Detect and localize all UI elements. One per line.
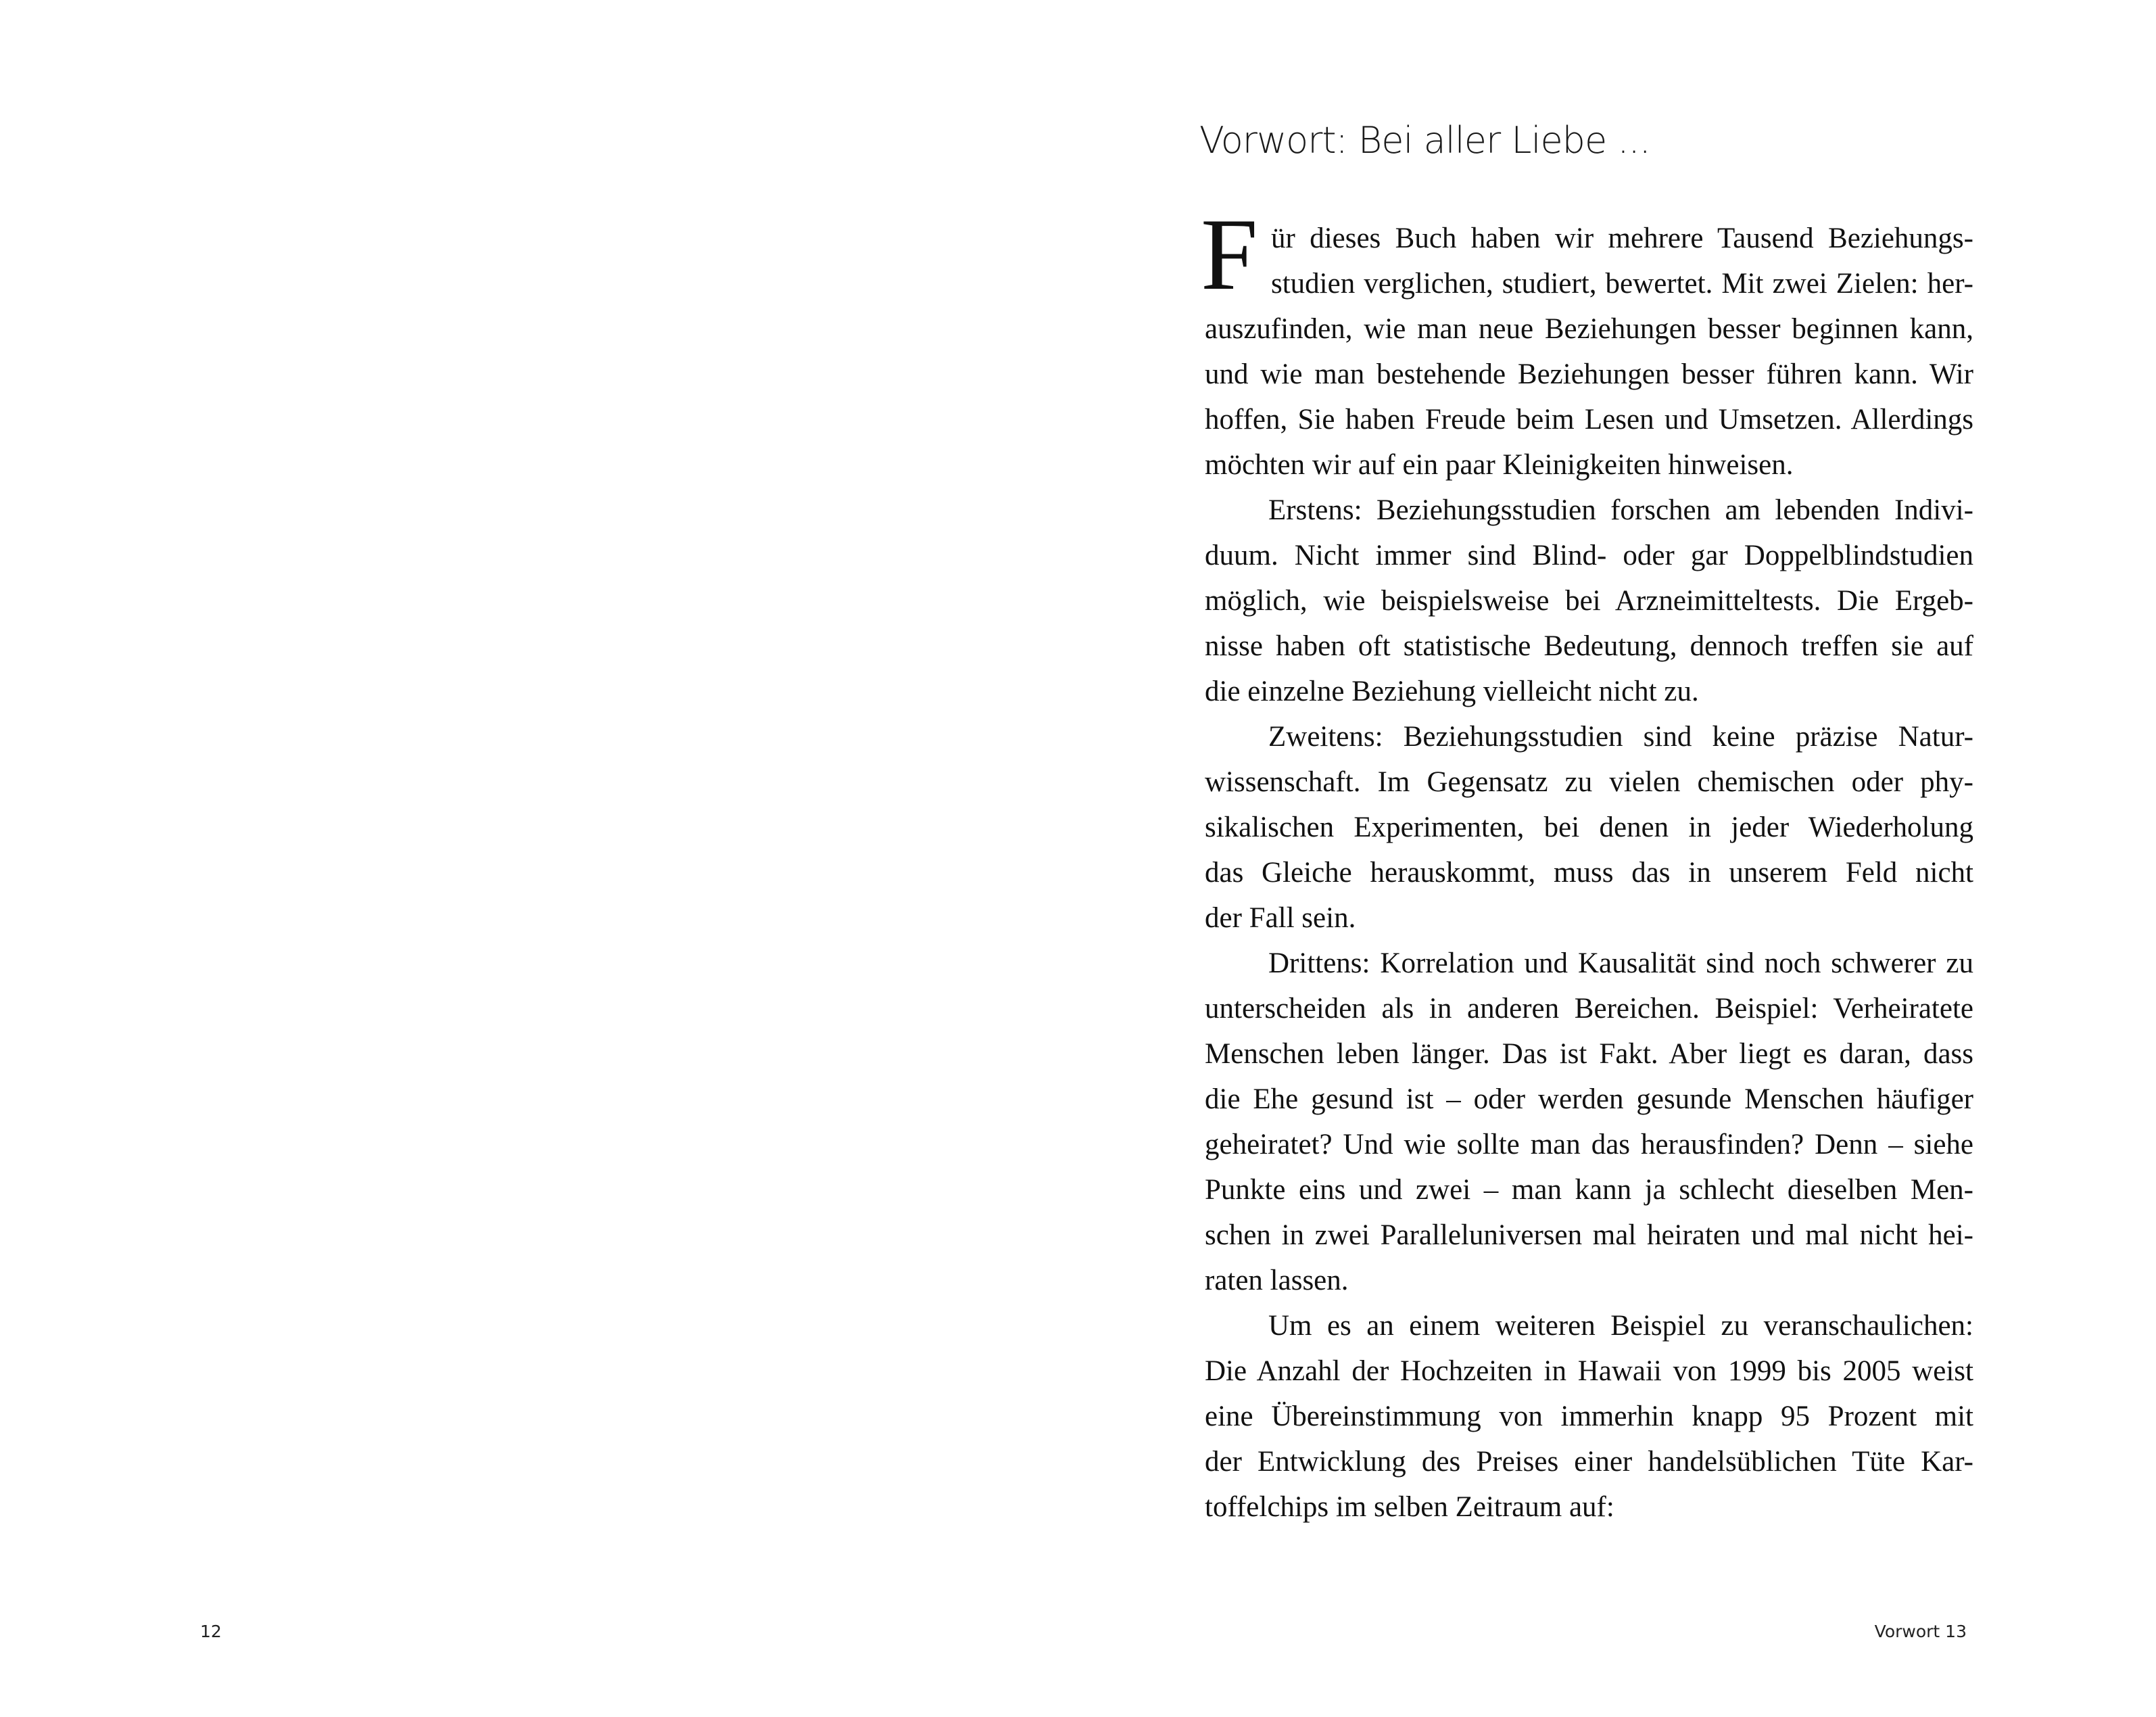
text-line: toffelchips im selben Zeitraum auf: bbox=[1205, 1491, 1614, 1523]
body-text bbox=[1205, 216, 1973, 1530]
text-line: und wie man bestehende Beziehungen besser führen kann. Wir bbox=[1205, 358, 1973, 390]
drop-cap: F bbox=[1201, 197, 1258, 311]
text-line: wissenschaft. Im Gegensatz zu vielen chemischen oder phy- bbox=[1205, 766, 1973, 798]
text-line: auszufinden, wie man neue Beziehungen besser beginnen kann, bbox=[1205, 313, 1973, 345]
text-line: Zweitens: Beziehungsstudien sind keine präzise Natur- bbox=[1268, 721, 1973, 753]
text-line: Drittens: Korrelation und Kausalität sind noch schwerer zu bbox=[1268, 947, 1973, 979]
text-line: eine Übereinstimmung von immerhin knapp 95 Prozent mit bbox=[1205, 1401, 1973, 1432]
text-line: Erstens: Beziehungsstudien forschen am lebenden Indivi- bbox=[1268, 494, 1973, 526]
page-number-left: 12 bbox=[200, 1622, 222, 1641]
text-line: studien verglichen, studiert, bewertet. Mit zwei Zielen: her- bbox=[1271, 268, 1973, 300]
text-line: der Entwicklung des Preises einer handelsüblichen Tüte Kar- bbox=[1205, 1446, 1973, 1478]
text-line: die einzelne Beziehung vielleicht nicht zu. bbox=[1205, 676, 1699, 707]
chapter-title: Vorwort: Bei aller Liebe ... bbox=[1199, 119, 1650, 162]
text-line: raten lassen. bbox=[1205, 1265, 1349, 1296]
text-line: möglich, wie beispielsweise bei Arzneimitteltests. Die Ergeb- bbox=[1205, 585, 1973, 617]
page-number-right: Vorwort 13 bbox=[1874, 1622, 1967, 1641]
text-line: Punkte eins und zwei – man kann ja schlecht dieselben Men- bbox=[1205, 1174, 1973, 1206]
text-line: möchten wir auf ein paar Kleinigkeiten hinweisen. bbox=[1205, 449, 1794, 481]
text-line: sikalischen Experimenten, bei denen in jeder Wiederholung bbox=[1205, 812, 1973, 843]
text-line: Die Anzahl der Hochzeiten in Hawaii von 1999 bis 2005 weist bbox=[1205, 1355, 1973, 1387]
text-line: der Fall sein. bbox=[1205, 902, 1356, 934]
text-line: geheiratet? Und wie sollte man das herausfinden? Denn – siehe bbox=[1205, 1129, 1973, 1160]
text-line: unterscheiden als in anderen Bereichen. Beispiel: Verheiratete bbox=[1205, 993, 1973, 1025]
text-line: Menschen leben länger. Das ist Fakt. Aber liegt es daran, dass bbox=[1205, 1038, 1973, 1070]
text-line: hoffen, Sie haben Freude beim Lesen und Umsetzen. Allerdings bbox=[1205, 404, 1973, 436]
text-line: duum. Nicht immer sind Blind- oder gar Doppelblindstudien bbox=[1205, 540, 1973, 571]
text-line: die Ehe gesund ist – oder werden gesunde Menschen häufiger bbox=[1205, 1083, 1973, 1115]
text-line: schen in zwei Paralleluniversen mal heiraten und mal nicht hei- bbox=[1205, 1219, 1973, 1251]
text-line: nisse haben oft statistische Bedeutung, dennoch treffen sie auf bbox=[1205, 630, 1973, 662]
text-line: ür dieses Buch haben wir mehrere Tausend Beziehungs- bbox=[1271, 222, 1973, 254]
text-line: das Gleiche herauskommt, muss das in unserem Feld nicht bbox=[1205, 857, 1973, 889]
text-line: Um es an einem weiteren Beispiel zu veranschaulichen: bbox=[1268, 1310, 1973, 1342]
